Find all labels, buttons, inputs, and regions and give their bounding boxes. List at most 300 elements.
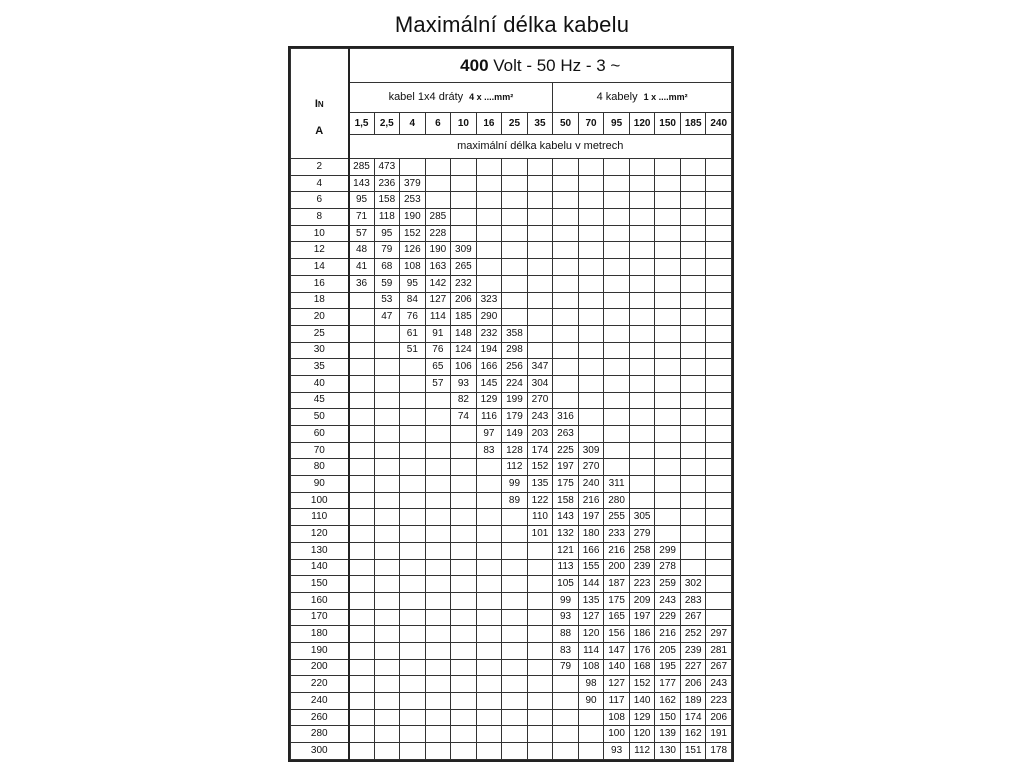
current-value-cell: 150: [291, 576, 349, 593]
length-cell: 106: [451, 359, 477, 376]
length-cell: [476, 259, 502, 276]
length-cell: [451, 676, 477, 693]
length-cell: [425, 492, 451, 509]
cross-section-header: 150: [655, 113, 681, 135]
length-cell: 76: [425, 342, 451, 359]
current-value-cell: 50: [291, 409, 349, 426]
length-cell: 114: [578, 642, 604, 659]
length-cell: 297: [706, 626, 732, 643]
table-subtitle: maximální délka kabelu v metrech: [349, 135, 732, 159]
length-cell: [476, 225, 502, 242]
length-cell: [374, 642, 400, 659]
length-cell: 36: [349, 275, 375, 292]
length-cell: 311: [604, 476, 630, 493]
length-cell: 239: [629, 559, 655, 576]
length-cell: [629, 192, 655, 209]
length-cell: [655, 526, 681, 543]
length-cell: [349, 559, 375, 576]
length-cell: [706, 375, 732, 392]
table-row: [291, 242, 732, 259]
length-cell: [578, 359, 604, 376]
length-cell: [655, 509, 681, 526]
length-cell: [349, 743, 375, 760]
length-cell: [655, 209, 681, 226]
length-cell: [706, 242, 732, 259]
length-cell: [349, 476, 375, 493]
length-cell: [349, 375, 375, 392]
length-cell: [349, 309, 375, 326]
length-cell: 143: [553, 509, 579, 526]
length-cell: 316: [553, 409, 579, 426]
length-cell: [476, 642, 502, 659]
length-cell: [655, 392, 681, 409]
table-row: [291, 359, 732, 376]
length-cell: [451, 442, 477, 459]
length-cell: [527, 559, 553, 576]
length-cell: [655, 476, 681, 493]
length-cell: [578, 292, 604, 309]
length-cell: [578, 709, 604, 726]
length-cell: [553, 159, 579, 176]
length-cell: [655, 409, 681, 426]
length-cell: [680, 509, 706, 526]
table-row: [291, 609, 732, 626]
length-cell: 180: [578, 526, 604, 543]
length-cell: [527, 325, 553, 342]
length-cell: [527, 275, 553, 292]
length-cell: [476, 693, 502, 710]
length-cell: [706, 559, 732, 576]
length-cell: 206: [706, 709, 732, 726]
length-cell: 236: [374, 175, 400, 192]
length-cell: 258: [629, 542, 655, 559]
length-cell: [604, 209, 630, 226]
length-cell: 175: [553, 476, 579, 493]
length-cell: [425, 726, 451, 743]
length-cell: [425, 392, 451, 409]
length-cell: [425, 175, 451, 192]
length-cell: [604, 459, 630, 476]
length-cell: 41: [349, 259, 375, 276]
length-cell: [629, 476, 655, 493]
length-cell: [706, 576, 732, 593]
length-cell: [655, 342, 681, 359]
length-cell: [400, 659, 426, 676]
length-cell: 203: [527, 426, 553, 443]
current-value-cell: 45: [291, 392, 349, 409]
length-cell: [374, 442, 400, 459]
length-cell: 74: [451, 409, 477, 426]
length-cell: [349, 626, 375, 643]
length-cell: [706, 426, 732, 443]
length-cell: [349, 342, 375, 359]
length-cell: 283: [680, 592, 706, 609]
length-cell: 139: [655, 726, 681, 743]
length-cell: [706, 476, 732, 493]
length-cell: [706, 492, 732, 509]
length-cell: [425, 459, 451, 476]
cross-section-header: 185: [680, 113, 706, 135]
length-cell: [629, 225, 655, 242]
length-cell: [527, 542, 553, 559]
length-cell: [680, 459, 706, 476]
length-cell: 89: [502, 492, 528, 509]
length-cell: [680, 492, 706, 509]
length-cell: 151: [680, 743, 706, 760]
length-cell: [451, 693, 477, 710]
table-row: [291, 459, 732, 476]
length-cell: 114: [425, 309, 451, 326]
length-cell: [527, 659, 553, 676]
length-cell: [502, 642, 528, 659]
length-cell: [476, 743, 502, 760]
length-cell: 177: [655, 676, 681, 693]
length-cell: [400, 693, 426, 710]
cross-section-header: 4: [400, 113, 426, 135]
current-value-cell: 90: [291, 476, 349, 493]
length-cell: 122: [527, 492, 553, 509]
length-cell: 76: [400, 309, 426, 326]
length-cell: [374, 459, 400, 476]
length-cell: 142: [425, 275, 451, 292]
length-cell: 179: [502, 409, 528, 426]
length-cell: [374, 693, 400, 710]
length-cell: 209: [629, 592, 655, 609]
length-cell: 191: [706, 726, 732, 743]
length-cell: [553, 192, 579, 209]
length-cell: [502, 175, 528, 192]
length-cell: [553, 175, 579, 192]
length-cell: [578, 309, 604, 326]
length-cell: [425, 409, 451, 426]
length-cell: [680, 559, 706, 576]
length-cell: [655, 259, 681, 276]
current-value-cell: 25: [291, 325, 349, 342]
cross-section-header: 70: [578, 113, 604, 135]
length-cell: 100: [604, 726, 630, 743]
length-cell: [553, 325, 579, 342]
length-cell: [680, 426, 706, 443]
length-cell: [680, 242, 706, 259]
current-value-cell: 30: [291, 342, 349, 359]
length-cell: [451, 492, 477, 509]
current-value-cell: 8: [291, 209, 349, 226]
length-cell: [374, 359, 400, 376]
length-cell: [425, 426, 451, 443]
length-cell: [553, 676, 579, 693]
cross-section-header: 240: [706, 113, 732, 135]
length-cell: [655, 242, 681, 259]
length-cell: [578, 409, 604, 426]
length-cell: [349, 592, 375, 609]
length-cell: [527, 159, 553, 176]
length-cell: [400, 526, 426, 543]
length-cell: 270: [578, 459, 604, 476]
table-row: [291, 576, 732, 593]
length-cell: [502, 509, 528, 526]
length-cell: [400, 592, 426, 609]
length-cell: [374, 426, 400, 443]
length-cell: [374, 609, 400, 626]
voltage-header: 400 Volt - 50 Hz - 3 ~: [349, 49, 732, 83]
length-cell: [502, 726, 528, 743]
length-cell: 95: [400, 275, 426, 292]
length-cell: [604, 426, 630, 443]
length-cell: [706, 442, 732, 459]
length-cell: [451, 526, 477, 543]
length-cell: [425, 526, 451, 543]
length-cell: [680, 392, 706, 409]
length-cell: 127: [578, 609, 604, 626]
length-cell: [451, 225, 477, 242]
current-value-cell: 260: [291, 709, 349, 726]
length-cell: [578, 175, 604, 192]
length-cell: [604, 325, 630, 342]
cross-section-header: 16: [476, 113, 502, 135]
length-cell: [400, 476, 426, 493]
length-cell: [451, 426, 477, 443]
length-cell: 118: [374, 209, 400, 226]
length-cell: 149: [502, 426, 528, 443]
length-cell: 99: [553, 592, 579, 609]
length-cell: [527, 175, 553, 192]
length-cell: [629, 259, 655, 276]
page-title: Maximální délka kabelu: [394, 12, 630, 37]
length-cell: [451, 175, 477, 192]
length-cell: 225: [553, 442, 579, 459]
length-cell: [502, 192, 528, 209]
length-cell: [476, 542, 502, 559]
length-cell: [655, 309, 681, 326]
length-cell: [476, 709, 502, 726]
cross-section-header: 50: [553, 113, 579, 135]
length-cell: 190: [425, 242, 451, 259]
cable-group-row: [291, 83, 732, 113]
length-cell: 358: [502, 325, 528, 342]
length-cell: 53: [374, 292, 400, 309]
length-cell: [476, 659, 502, 676]
current-value-cell: 6: [291, 192, 349, 209]
length-cell: [680, 292, 706, 309]
length-cell: 299: [655, 542, 681, 559]
length-cell: [553, 209, 579, 226]
length-cell: 174: [527, 442, 553, 459]
length-cell: [706, 609, 732, 626]
length-cell: 93: [604, 743, 630, 760]
length-cell: 90: [578, 693, 604, 710]
length-cell: 270: [527, 392, 553, 409]
length-cell: [604, 242, 630, 259]
length-cell: 83: [553, 642, 579, 659]
length-cell: [629, 426, 655, 443]
current-value-cell: 18: [291, 292, 349, 309]
length-cell: [680, 175, 706, 192]
length-cell: 59: [374, 275, 400, 292]
length-cell: 110: [527, 509, 553, 526]
length-cell: [578, 325, 604, 342]
length-cell: 51: [400, 342, 426, 359]
length-cell: [655, 275, 681, 292]
length-cell: 189: [680, 693, 706, 710]
length-cell: 144: [578, 576, 604, 593]
length-cell: [553, 392, 579, 409]
length-cell: 243: [655, 592, 681, 609]
table-row: [291, 192, 732, 209]
length-cell: [604, 342, 630, 359]
length-cell: [527, 609, 553, 626]
length-cell: 165: [604, 609, 630, 626]
length-cell: [629, 175, 655, 192]
length-cell: [425, 609, 451, 626]
length-cell: 243: [527, 409, 553, 426]
length-cell: [451, 542, 477, 559]
cross-section-header: 2,5: [374, 113, 400, 135]
length-cell: [451, 659, 477, 676]
length-cell: [604, 175, 630, 192]
current-value-cell: 200: [291, 659, 349, 676]
length-cell: [374, 709, 400, 726]
length-cell: 79: [553, 659, 579, 676]
length-cell: 216: [578, 492, 604, 509]
length-cell: 252: [680, 626, 706, 643]
length-cell: [706, 509, 732, 526]
length-cell: [349, 676, 375, 693]
length-cell: [629, 309, 655, 326]
length-cell: 259: [655, 576, 681, 593]
length-cell: [476, 476, 502, 493]
length-cell: [502, 626, 528, 643]
length-cell: [425, 542, 451, 559]
length-cell: 216: [604, 542, 630, 559]
length-cell: 108: [400, 259, 426, 276]
length-cell: [425, 626, 451, 643]
length-cell: [425, 693, 451, 710]
length-cell: [680, 526, 706, 543]
length-cell: [502, 526, 528, 543]
length-cell: 148: [451, 325, 477, 342]
length-cell: 152: [400, 225, 426, 242]
length-cell: [706, 526, 732, 543]
length-cell: 48: [349, 242, 375, 259]
length-cell: [476, 609, 502, 626]
current-value-cell: 20: [291, 309, 349, 326]
length-cell: 112: [502, 459, 528, 476]
length-cell: 88: [553, 626, 579, 643]
length-cell: [349, 709, 375, 726]
length-cell: 155: [578, 559, 604, 576]
length-cell: 95: [374, 225, 400, 242]
length-cell: [680, 375, 706, 392]
length-cell: [655, 175, 681, 192]
length-cell: 120: [578, 626, 604, 643]
length-cell: [349, 542, 375, 559]
length-cell: [553, 242, 579, 259]
length-cell: 112: [629, 743, 655, 760]
length-cell: [706, 309, 732, 326]
length-cell: 229: [655, 609, 681, 626]
table-row: [291, 492, 732, 509]
length-cell: [400, 726, 426, 743]
length-cell: 147: [604, 642, 630, 659]
length-cell: [578, 275, 604, 292]
current-column-header: [291, 49, 349, 159]
length-cell: [425, 592, 451, 609]
current-value-cell: 160: [291, 592, 349, 609]
length-cell: [451, 209, 477, 226]
length-cell: 255: [604, 509, 630, 526]
length-cell: [655, 375, 681, 392]
length-cell: [680, 359, 706, 376]
table-row: [291, 259, 732, 276]
length-cell: [502, 709, 528, 726]
length-cell: 175: [604, 592, 630, 609]
length-cell: [476, 459, 502, 476]
cable-length-table-frame: [288, 46, 734, 762]
length-cell: 174: [680, 709, 706, 726]
length-cell: 304: [527, 375, 553, 392]
length-cell: 473: [374, 159, 400, 176]
length-cell: [680, 342, 706, 359]
current-value-cell: 170: [291, 609, 349, 626]
length-cell: [553, 743, 579, 760]
length-cell: [400, 409, 426, 426]
length-cell: [578, 159, 604, 176]
length-cell: [502, 292, 528, 309]
length-cell: [706, 225, 732, 242]
length-cell: [655, 459, 681, 476]
length-cell: [655, 159, 681, 176]
length-cell: [553, 275, 579, 292]
length-cell: 197: [553, 459, 579, 476]
length-cell: [476, 175, 502, 192]
length-cell: [400, 626, 426, 643]
length-cell: [527, 576, 553, 593]
length-cell: [629, 292, 655, 309]
length-cell: [400, 426, 426, 443]
length-cell: [706, 275, 732, 292]
length-cell: 129: [629, 709, 655, 726]
length-cell: [706, 359, 732, 376]
length-cell: 130: [655, 743, 681, 760]
length-cell: [400, 392, 426, 409]
length-cell: [553, 693, 579, 710]
length-cell: [400, 509, 426, 526]
length-cell: [476, 159, 502, 176]
table-row: [291, 175, 732, 192]
length-cell: 305: [629, 509, 655, 526]
length-cell: 166: [578, 542, 604, 559]
current-value-cell: 190: [291, 642, 349, 659]
length-cell: 129: [476, 392, 502, 409]
length-cell: [553, 375, 579, 392]
group-four-cables-header: 4 kabely 1 x ....mm²: [553, 83, 732, 113]
length-cell: [476, 626, 502, 643]
length-cell: 120: [629, 726, 655, 743]
length-cell: [349, 609, 375, 626]
length-cell: [374, 342, 400, 359]
length-cell: [502, 693, 528, 710]
length-cell: [476, 192, 502, 209]
length-cell: 187: [604, 576, 630, 593]
length-cell: [451, 459, 477, 476]
length-cell: [655, 442, 681, 459]
length-cell: [706, 342, 732, 359]
length-cell: 91: [425, 325, 451, 342]
length-cell: [400, 676, 426, 693]
length-cell: [451, 476, 477, 493]
length-cell: [629, 442, 655, 459]
table-row: [291, 275, 732, 292]
